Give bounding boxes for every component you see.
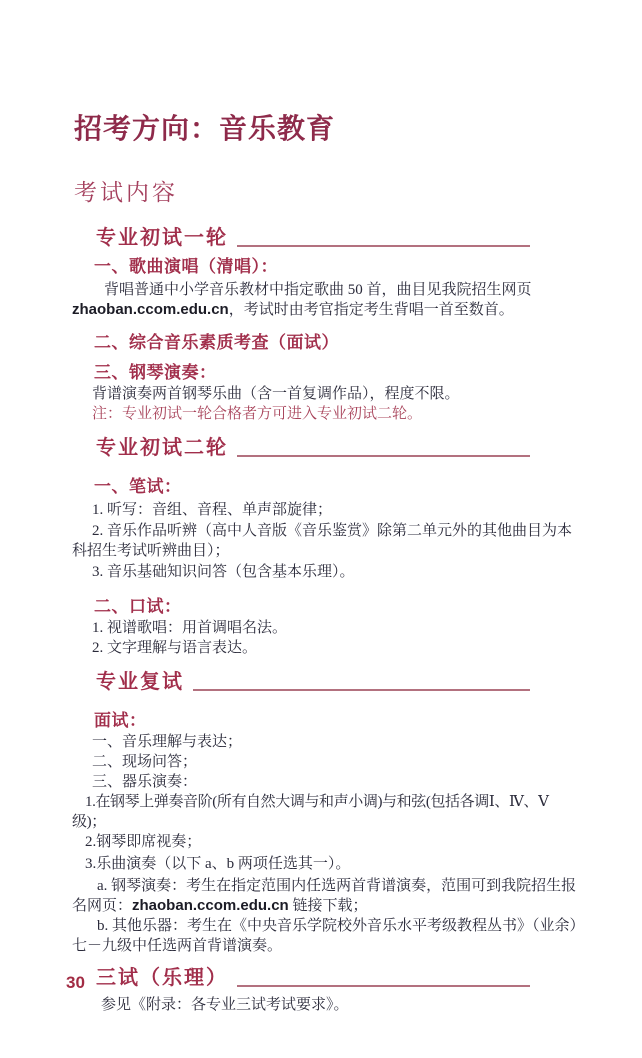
text-run: 背唱普通中小学音乐教材中指定歌曲 50 首，曲目见我院招生网页: [104, 282, 532, 298]
list-item-repertoire: 3.乐曲演奏（以下 a、b 两项任选其一）。: [85, 856, 351, 872]
list-item: 2. 音乐作品听辨（高中人音版《音乐鉴赏》除第二单元外的其他曲目为本科招生考试听辨曲目）；: [72, 522, 573, 559]
paragraph-option-b: b. 其他乐器：考生在《中央音乐学院校外音乐水平考级教程丛书》（业余）七－九级中任选两首背谱演奏。: [72, 918, 578, 954]
page-title: 招考方向：音乐教育: [74, 113, 336, 144]
list-item: 2. 文字理解与语言表达。: [92, 640, 258, 656]
url-ccom: ccom.edu.cn: [137, 301, 229, 318]
url-zhaoban: zhaoban.: [72, 301, 138, 318]
heading-preliminary-round2-label: 专业初试二轮: [96, 437, 228, 459]
heading-third-test: [96, 966, 530, 990]
heading-rule: [237, 985, 530, 987]
list-item: 二、现场问答；: [92, 754, 198, 770]
paragraph-song-requirement: [72, 280, 580, 320]
subheading-piano-performance: 三、钢琴演奏：: [94, 363, 217, 382]
heading-retest: [96, 670, 530, 694]
heading-rule: [237, 455, 530, 457]
paragraph-option-a: [72, 876, 580, 916]
paragraph-piano-requirement: 背谱演奏两首钢琴乐曲（含一首复调作品），程度不限。: [92, 386, 460, 402]
text-run: a. 钢琴演奏：考生在指定范围内任选两首背谱演奏，范围可到我院招生报名网页：: [72, 878, 577, 914]
subheading-oral-test: 二、口试：: [94, 597, 182, 616]
list-item: 三、器乐演奏：: [92, 774, 198, 790]
heading-preliminary-round1: [96, 226, 530, 250]
heading-preliminary-round2: [96, 436, 530, 460]
list-item-scales-chords: 1.在钢琴上弹奏音阶(所有自然大调与和声小调)与和弦(包括各调Ⅰ、Ⅳ、Ⅴ级)；: [72, 794, 549, 830]
list-item: 3. 音乐基础知识问答（包含基本乐理）。: [92, 563, 355, 580]
list-item-sight-reading: 2.钢琴即席视奏；: [85, 834, 202, 850]
text-run: ，考试时由考官指定考生背唱一首至数首。: [228, 302, 514, 318]
text-run: 链接下载；: [288, 898, 368, 914]
note-advancement: 注：专业初试一轮合格者方可进入专业初试二轮。: [92, 406, 423, 422]
subheading-interview: 面试：: [94, 711, 147, 730]
page-content: [72, 0, 580, 1015]
list-item: 1. 听写：音组、音程、单声部旋律；: [92, 502, 333, 518]
subheading-written-test: 一、笔试：: [94, 477, 182, 496]
heading-preliminary-round1-label: 专业初试一轮: [96, 227, 228, 249]
page-number: 30: [66, 973, 85, 992]
section-heading-exam-content: 考试内容: [74, 179, 178, 205]
heading-rule: [193, 689, 530, 691]
list-item: 一、音乐理解与表达；: [92, 734, 243, 750]
subheading-song-singing: 一、歌曲演唱（清唱）：: [94, 257, 278, 276]
paragraph-appendix-reference: 参见《附录：各专业三试考试要求》。: [101, 997, 349, 1013]
heading-retest-label: 专业复试: [96, 671, 184, 693]
heading-third-test-label: 三试（乐理）: [96, 967, 228, 989]
url-zhaoban-full: zhaoban.ccom.edu.cn: [132, 897, 289, 914]
subheading-comprehensive-quality: 二、综合音乐素质考查（面试）: [94, 333, 339, 352]
list-item: 1. 视谱歌唱：用首调唱名法。: [92, 620, 288, 636]
heading-rule: [237, 245, 530, 247]
